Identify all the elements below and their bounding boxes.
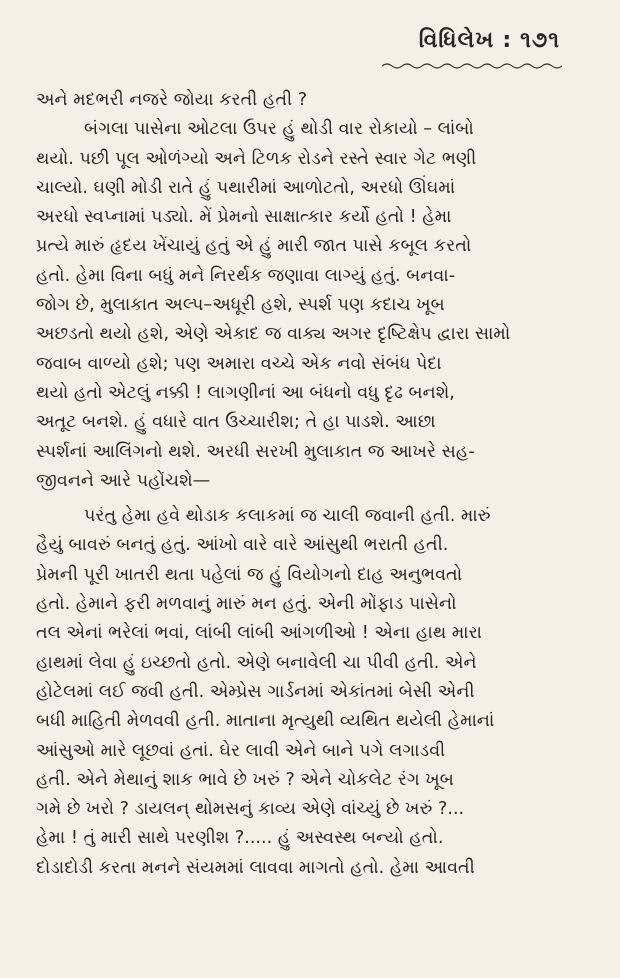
text-line: દોડાદોડી કરતા મનને સંયમમાં લાવવા માગતો હતો. હેમા આવતી — [36, 857, 475, 878]
text-line: ગમે છે ખરો ? ડાયલન્ થોમસનું કાવ્ય એણે વાંચ્યું છે ખરું ?... — [36, 799, 465, 820]
text-line: પ્રેમની પૂરી ખાતરી થતા પહેલાં જ હું વિયોગનો દાહ અનુભવતો — [36, 564, 463, 585]
text-line: સ્પર્શનાં આલિંગનો થશે. અરધી સરખી મુલાકાત જ આખરે સહ- — [36, 441, 475, 462]
body-text — [36, 86, 588, 883]
running-head — [419, 28, 560, 53]
text-line: હોટેલમાં લઈ જવી હતી. એમ્પ્રેસ ગાર્ડનમાં એકાંતમાં બેસી એની — [36, 681, 475, 702]
text-line: જવાબ વાળ્યો હશે; પણ અમારા વચ્ચે એક નવો સંબંધ પેદા — [36, 353, 442, 374]
text-line: આંસુઓ મારે લૂછવાં હતાં. ઘેર લાવી એને બાને પગે લગાડવી — [36, 740, 446, 761]
text-line: બધી માહિતી મેળવવી હતી. માતાના મૃત્યુથી વ્યથિત થયેલી હેમાનાં — [36, 711, 495, 732]
text-line: અરધો સ્વપ્નામાં પડ્યો. મેં પ્રેમનો સાક્ષાત્કાર કર્યો હતો ! હેમા — [36, 207, 452, 228]
text-line: જીવનને આરે પહોંચશે— — [36, 470, 211, 491]
text-line: હાથમાં લેવા હું ઇચ્છતો હતો. એણે બનાવેલી ચા પીવી હતી. એને — [36, 652, 477, 673]
text-line: થયો. પછી પૂલ ઓળંગ્યો અને ટિળક રોડને રસ્તે સ્વાર ગેટ ભણી — [36, 148, 477, 169]
text-line: હતો. હેમાને ફરી મળવાનું મારું મન હતું. એની મોંફાડ પાસેનો — [36, 594, 457, 615]
text-line: બંગલા પાસેના ઓટલા ઉપર હું થોડી વાર રોકાયો – લાંબો — [84, 119, 474, 140]
running-head-separator: : — [502, 28, 513, 53]
text-line: હતો. હેમા વિના બધું મને નિરર્થક જણાવા લાગ્યું હતું. બનવા- — [36, 265, 456, 286]
text-line: પ્રત્યે મારું હૃદય ખેંચાયું હતું એ હું મારી જાત પાસે કબૂલ કરતો — [36, 236, 472, 257]
text-line: અને મદભરી નજરે જોયા કરતી હતી ? — [36, 90, 308, 110]
text-line: અતૂટ બનશે. હું વધારે વાત ઉચ્ચારીશ; તે હા પાડશે. આછા — [36, 412, 436, 433]
text-line: હૈયું બાવરું બનતું હતું. આંખો વારે વારે આંસુથી ભરાતી હતી. — [36, 535, 449, 556]
text-line: હેમા ! તું મારી સાથે પરણીશ ?..... હું અસ્વસ્થ બન્યો હતો. — [36, 828, 444, 849]
text-line: થયો હતો એટલું નક્કી ! લાગણીનાં આ બંધનો વધુ દૃઢ બનશે, — [36, 382, 455, 403]
decorative-wavy-rule — [382, 62, 562, 70]
text-line: જોગ છે, મુલાકાત અલ્પ–અધૂરી હશે, સ્પર્શ પણ કદાચ ખૂબ — [36, 295, 445, 316]
text-line: અછડતો થયો હશે, એણે એકાદ જ વાક્ય અગર દૃષ્ટિક્ષેપ દ્વારા સામો — [36, 324, 511, 345]
page-number: ૧૭૧ — [520, 28, 560, 53]
text-line: પરંતુ હેમા હવે થોડાક કલાકમાં જ ચાલી જવાની હતી. મારું — [84, 506, 491, 527]
text-line: હતી. એને મેથાનું શાક ભાવે છે ખરું ? એને ચોકલેટ રંગ ખૂબ — [36, 769, 454, 790]
running-head-title: વિધિલેખ — [418, 28, 495, 53]
text-line: તલ એનાં ભરેલાં ભવાં, લાંબી લાંબી આંગળીઓ ! એના હાથ મારા — [36, 623, 482, 644]
text-line: ચાલ્યો. ઘણી મોડી રાતે હું પથારીમાં આળોટતો, અરધો ઊંઘમાં — [36, 177, 456, 198]
